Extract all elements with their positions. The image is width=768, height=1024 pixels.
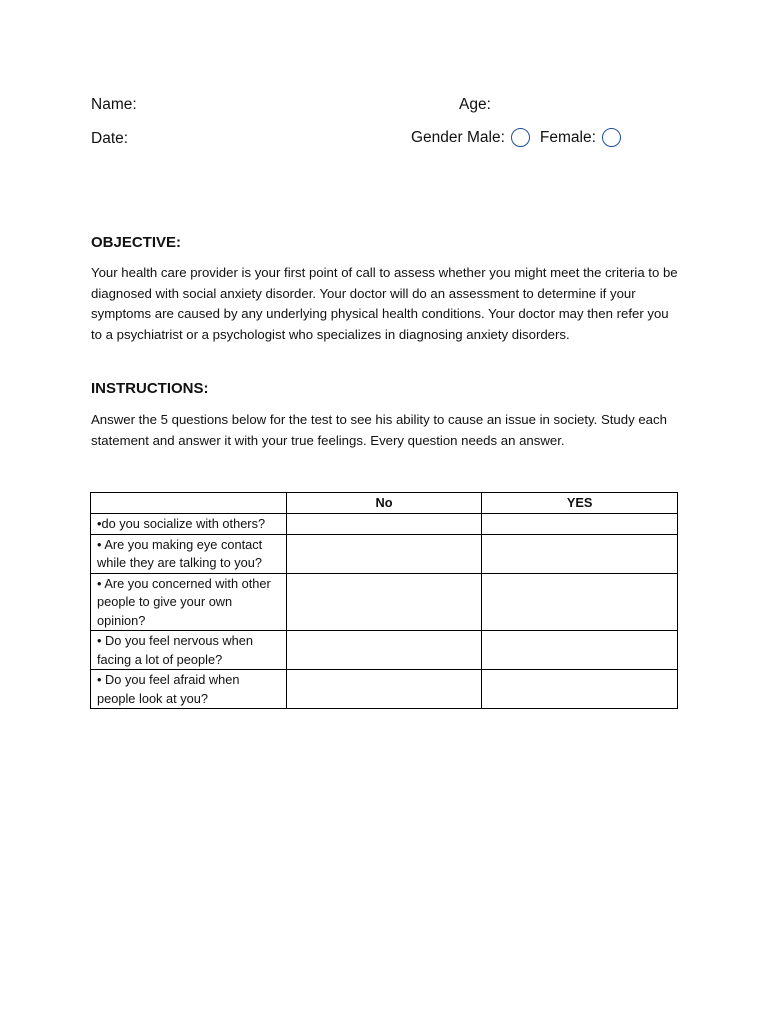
instructions-heading: INSTRUCTIONS: [91,380,209,397]
gender-male-label: Gender Male: [411,128,505,146]
male-radio-circle[interactable] [511,128,530,147]
name-label: Name: [91,96,137,113]
no-column-header: No [286,493,482,514]
age-label: Age: [459,96,491,113]
table-row [91,573,678,631]
table-row [91,631,678,670]
no-answer-cell[interactable] [286,514,482,535]
yes-answer-cell[interactable] [482,534,678,573]
gender-field [411,128,625,147]
no-answer-cell[interactable] [286,631,482,670]
yes-column-header: YES [482,493,678,514]
question-column-header [91,493,287,514]
yes-answer-cell[interactable] [482,670,678,709]
no-answer-cell[interactable] [286,534,482,573]
yes-answer-cell[interactable] [482,573,678,631]
gender-female-label: Female: [539,128,596,146]
no-answer-cell[interactable] [286,670,482,709]
question-cell: •do you socialize with others? [91,514,287,535]
yes-answer-cell[interactable] [482,631,678,670]
female-radio-circle[interactable] [602,128,621,147]
question-cell: • Do you feel nervous when facing a lot of people? [91,631,287,670]
no-answer-cell[interactable] [286,573,482,631]
question-cell: • Are you making eye contact while they are talking to you? [91,534,287,573]
instructions-text: Answer the 5 questions below for the test to see his ability to cause an issue in society. Study each statement and answer it with your true feelings. Every question needs an answer. [91,412,667,448]
table-row [91,670,678,709]
question-cell: • Do you feel afraid when people look at you? [91,670,287,709]
questions-table [90,492,678,709]
question-cell: • Are you concerned with other people to give your own opinion? [91,573,287,631]
yes-answer-cell[interactable] [482,514,678,535]
table-row [91,534,678,573]
date-label: Date: [91,130,129,147]
table-header-row [91,493,678,514]
table-row [91,514,678,535]
objective-heading: OBJECTIVE: [91,234,182,251]
objective-text: Your health care provider is your first point of call to assess whether you might meet the criteria to be diagnosed with social anxiety disorder. Your doctor will do an assessment to determine if your symptoms are caused by any underlying physical health conditions. Your doctor may then refer you to a psychiatrist or a psychologist who specializes in diagnosing anxiety disorders. [91,265,678,342]
